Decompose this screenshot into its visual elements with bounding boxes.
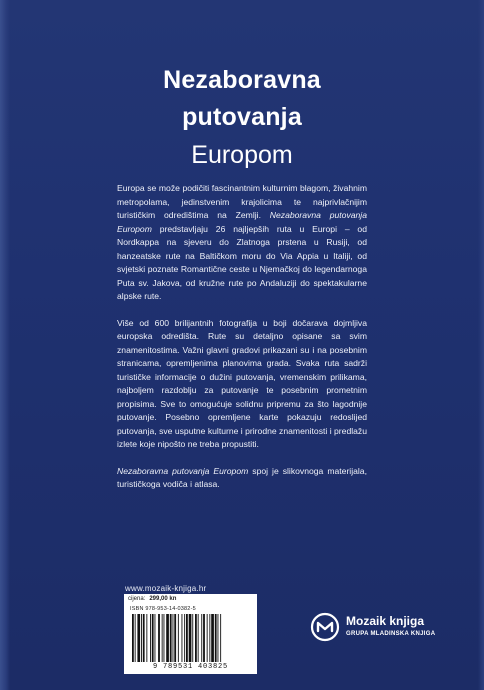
barcode-bar [135,614,136,662]
barcode-bar [152,614,154,662]
barcode-bar [195,614,197,662]
barcode-bar [218,614,219,662]
barcode-bar [170,614,172,662]
price-label: cijena: [128,596,146,602]
barcode-bar [207,614,208,662]
barcode-bar [162,614,163,662]
barcode-bar [158,614,160,662]
barcode-bar [178,614,179,662]
barcode-bar [143,614,145,662]
barcode-bar [215,614,217,662]
title-line-2: putovanja [182,103,302,131]
barcode-bar [141,614,142,662]
barcode-bar [173,614,174,662]
blurb-p1-book-title: Nezaboravna putovanja Europom [117,210,367,234]
barcode-bar [220,614,221,662]
blurb-paragraph-2: Više od 600 brilijantnih fotografija u boji dočarava dojmljiva europska odredišta. Rute su detaljno opisane sa svim znamenitostima. Važni glavni gradovi prikazani su i na posebnim stranicama, opremljenima planovima grada. Svaka ruta sadrži turističke informacije o dužini putovanja, vremenskim prilikama, najboljem razdoblju za putovanje te posebnim prometnim propisima. Sve to omogućuje solidnu pripremu za što lagodnije putovanje. Posebno opremljene karte pokazuju redoslijed putovanja, sve usputne kulturne i prirodne znamenitosti i predlažu izlete koje nipošto ne treba propustiti. [117,317,367,449]
barcode-image [130,614,251,662]
blurb-paragraph-3 [117,465,367,492]
barcode-bar [186,614,188,662]
isbn-label: ISBN 978-953-14-0382-5 [130,606,196,612]
barcode-bar [192,614,193,662]
price-value: 299,00 kn [149,596,177,602]
barcode-bar [201,614,202,662]
barcode-bar [155,614,156,662]
publisher-logo [310,610,470,650]
blurb-p1-text-a: Europa se može podičiti fascinantnim kulturnim blagom, živahnim metropolama, jedinstvenim krajolicima te najprivlačnijim turističkim odredištima na Zemlji. [117,183,367,220]
blurb-p3-text: spoj je slikovnoga materijala, turističkoga vodiča i atlasa. [117,465,367,489]
book-title [0,62,484,174]
publisher-website: www.mozaik-knjiga.hr [125,584,207,593]
price-row [128,596,253,605]
barcode-bar [203,614,205,662]
blurb-p3-book-title: Nezaboravna putovanja Europom [117,465,249,476]
barcode-bar [132,614,134,662]
publisher-name: Mozaik knjiga [346,614,425,628]
barcode-digits: 9 789531 403825 [152,663,228,671]
barcode-bar [182,614,183,662]
blurb-paragraph-1 [117,182,367,304]
blurb-text [117,182,367,505]
barcode-bar [209,614,210,662]
barcode-bar [164,614,165,662]
barcode-panel [124,594,257,674]
title-line-3: Europom [191,141,293,169]
mozaik-logo-icon [310,612,340,642]
barcode-bar [189,614,192,662]
barcode-bar [174,614,176,662]
barcode-bar [211,614,214,662]
barcode-bar [137,614,140,662]
barcode-bar [146,614,147,662]
barcode-bar [184,614,185,662]
barcode-bar [150,614,151,662]
barcode-bar [198,614,199,662]
blurb-p1-text-b: predstavljaju 26 najljepših ruta u Europi – od Nordkappa na sjeveru do Zlatnoga prstena u Rusiji, od hanzeatske rute na Baltičkom moru do Via Appia u Italiji, od svjetski poznate Romantične ceste u Njemačkoj do legendarnoga Puta sv. Jakova, od kružne rute po Andaluziji do spektakularne alpske rute. [117,223,367,301]
publisher-group: GRUPA MLADINSKA KNJIGA [346,631,436,637]
barcode-bar [166,614,169,662]
title-line-1: Nezaboravna [163,66,321,94]
